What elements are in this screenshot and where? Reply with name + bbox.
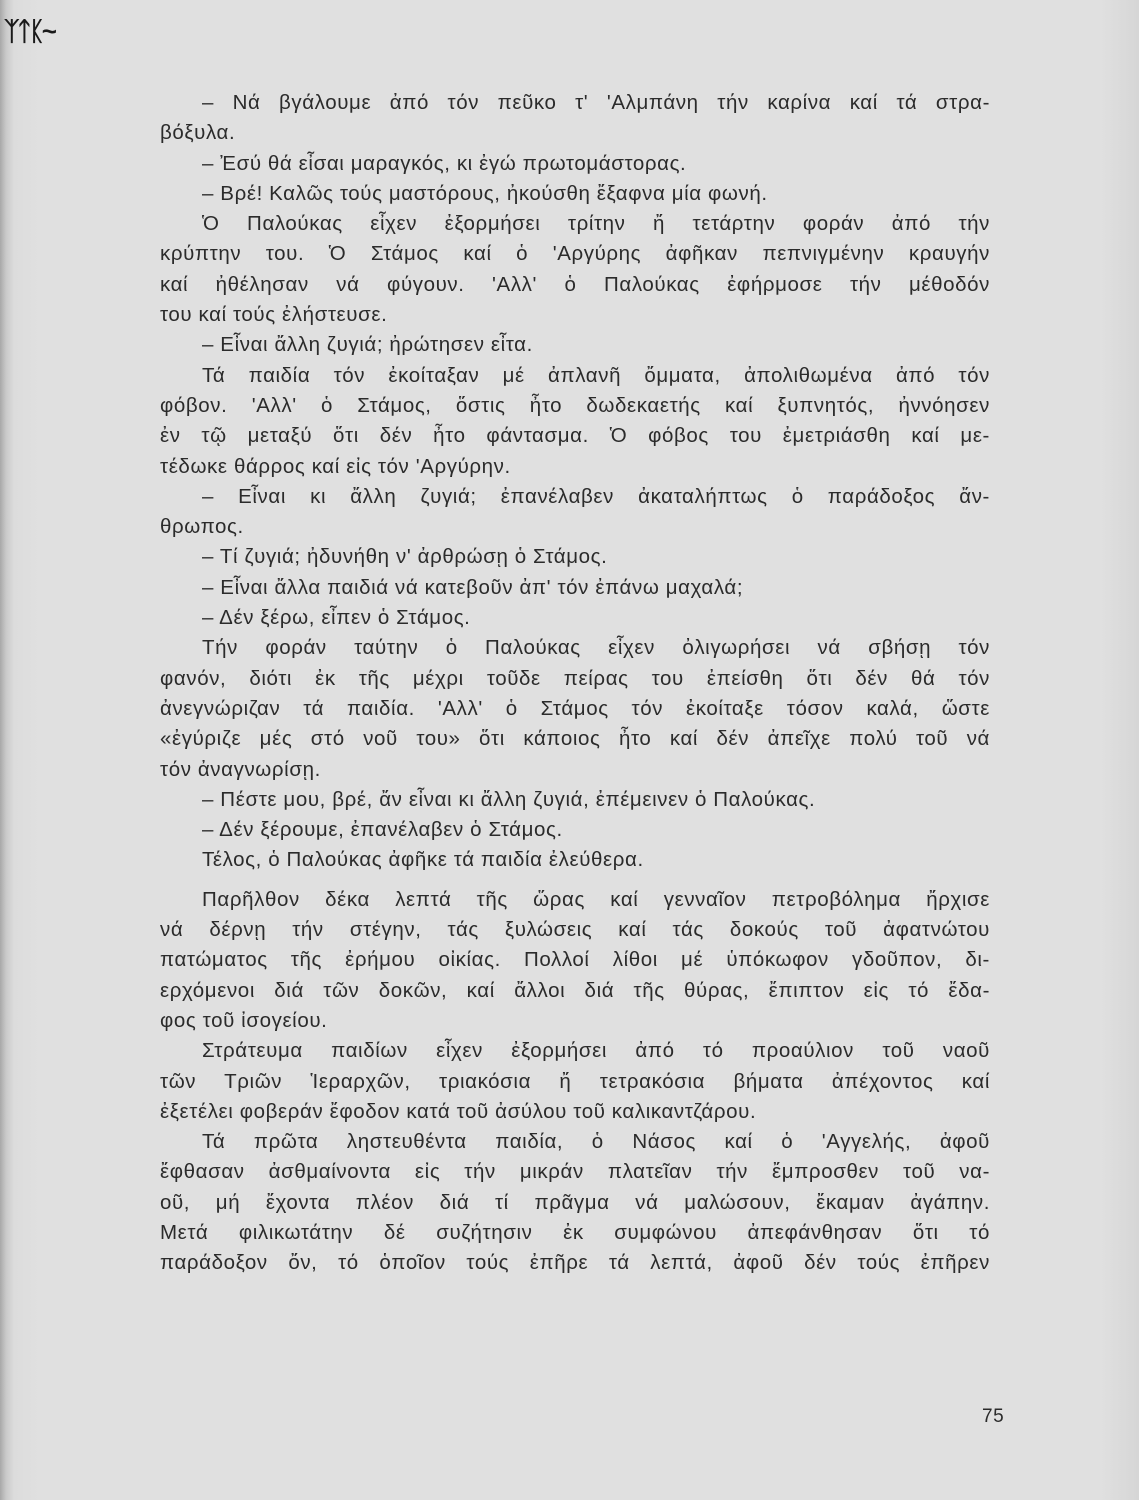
text-line: Τήν φοράν ταύτην ὁ Παλούκας εἶχεν ὀλιγωρήσει νά σβήσῃ τόν xyxy=(202,636,990,660)
text-line: του καί τούς ἐλήστευσε. xyxy=(160,303,388,327)
text-line: καί ἠθέλησαν νά φύγουν. 'Αλλ' ὁ Παλούκας ἐφήρμοσε τήν μέθοδόν xyxy=(160,272,990,296)
text-line: – Ἐσύ θά εἶσαι μαραγκός, κι ἐγώ πρωτομάστορας. xyxy=(202,151,687,175)
text-line: φος τοῦ ἰσογείου. xyxy=(160,1008,328,1032)
text-line: νά δέρνῃ τήν στέγην, τάς ξυλώσεις καί τάς δοκούς τοῦ ἀφατνώτου xyxy=(160,918,990,942)
text-line: – Εἶναι ἄλλη ζυγιά; ἠρώτησεν εἶτα. xyxy=(202,333,533,357)
text-line: φόβον. 'Αλλ' ὁ Στάμος, ὅστις ἦτο δωδεκαετής καί ξυπνητός, ἠννόησεν xyxy=(160,393,990,417)
text-line: Τά πρῶτα ληστευθέντα παιδία, ὁ Νάσος καί ὁ 'Αγγελής, ἀφοῦ xyxy=(202,1130,990,1154)
body-text xyxy=(160,88,990,1279)
text-line: – Εἶναι ἄλλα παιδιά νά κατεβοῦν ἀπ' τόν ἐπάνω μαχαλά; xyxy=(202,575,744,599)
text-line: Παρῆλθον δέκα λεπτά τῆς ὥρας καί γενναῖον πετροβόλημα ἤρχισε xyxy=(202,887,990,911)
text-line: παράδοξον ὄν, τό ὁποῖον τούς ἐπῆρε τά λεπτά, ἀφοῦ δέν τούς ἐπῆρεν xyxy=(160,1251,990,1275)
text-line: «ἐγύριζε μές στό νοῦ του» ὅτι κάποιος ἦτο καί δέν ἀπεῖχε πολύ τοῦ νά xyxy=(160,727,990,751)
corner-ink-mark: ᛉᛏᛕ~ xyxy=(4,16,54,46)
text-line: Στράτευμα παιδίων εἶχεν ἐξορμήσει ἀπό τό προαύλιον τοῦ ναοῦ xyxy=(202,1039,990,1063)
text-line: – Τί ζυγιά; ἠδυνήθη ν' ἀρθρώσῃ ὁ Στάμος. xyxy=(202,545,608,569)
text-line: ἐν τῷ μεταξύ ὅτι δέν ἦτο φάντασμα. Ὁ φόβος του ἐμετριάσθη καί με- xyxy=(160,424,990,448)
text-line: Ὁ Παλούκας εἶχεν ἐξορμήσει τρίτην ἤ τετάρτην φοράν ἀπό τήν xyxy=(202,212,990,236)
text-line: θρωπος. xyxy=(160,515,244,539)
text-line: ερχόμενοι διά τῶν δοκῶν, καί ἄλλοι διά τῆς θύρας, ἔπιπτον εἰς τό ἔδα- xyxy=(160,978,990,1002)
text-line: Μετά φιλικωτάτην δέ συζήτησιν ἐκ συμφώνου ἀπεφάνθησαν ὅτι τό xyxy=(160,1220,990,1244)
text-line: βόξυλα. xyxy=(160,121,236,145)
text-line: – Δέν ξέρουμε, ἐπανέλαβεν ὁ Στάμος. xyxy=(202,818,563,842)
text-line: φανόν, διότι ἐκ τῆς μέχρι τοῦδε πείρας του ἐπείσθη ὅτι δέν θά τόν xyxy=(160,666,990,690)
text-line: ἀνεγνώριζαν τά παιδία. 'Αλλ' ὁ Στάμος τόν ἐκοίταξε τόσον καλά, ὥστε xyxy=(160,696,990,720)
text-line: – Νά βγάλουμε ἀπό τόν πεῦκο τ' 'Αλμπάνη τήν καρίνα καί τά στρα- xyxy=(202,91,990,114)
text-line: – Δέν ξέρω, εἶπεν ὁ Στάμος. xyxy=(202,606,471,630)
text-line: ἐξετέλει φοβεράν ἔφοδον κατά τοῦ ἀσύλου τοῦ καλικαντζάρου. xyxy=(160,1099,757,1123)
text-line: – Εἶναι κι ἄλλη ζυγιά; ἐπανέλαβεν ἀκαταλήπτως ὁ παράδοξος ἄν- xyxy=(202,484,990,508)
text-line: τῶν Τριῶν Ἱεραρχῶν, τριακόσια ἤ τετρακόσια βήματα ἀπέχοντος καί xyxy=(160,1069,990,1093)
page-number: 75 xyxy=(982,1406,1005,1427)
text-line: οῦ, μή ἔχοντα πλέον διά τί πρᾶγμα νά μαλώσουν, ἔκαμαν ἀγάπην. xyxy=(160,1190,990,1214)
text-line: Τά παιδία τόν ἐκοίταξαν μέ ἀπλανῆ ὄμματα, ἀπολιθωμένα ἀπό τόν xyxy=(202,363,990,387)
text-line: τόν ἀναγνωρίσῃ. xyxy=(160,757,321,781)
text-line: ἔφθασαν ἀσθμαίνοντα εἰς τήν μικράν πλατεῖαν τήν ἔμπροσθεν τοῦ να- xyxy=(160,1160,990,1184)
text-line: Τέλος, ὁ Παλούκας ἀφῆκε τά παιδία ἐλεύθερα. xyxy=(202,848,644,872)
text-line: – Πέστε μου, βρέ, ἄν εἶναι κι ἄλλη ζυγιά, ἐπέμεινεν ὁ Παλούκας. xyxy=(202,787,816,811)
text-line: – Βρέ! Καλῶς τούς μαστόρους, ἠκούσθη ἔξαφνα μία φωνή. xyxy=(202,181,768,205)
text-line: τέδωκε θάρρος καί εἰς τόν 'Αργύρην. xyxy=(160,454,511,478)
text-line: κρύπτην του. Ὁ Στάμος καί ὁ 'Αργύρης ἀφῆκαν πεπνιγμένην κραυγήν xyxy=(160,242,990,266)
text-line: πατώματος τῆς ἐρήμου οἰκίας. Πολλοί λίθοι μέ ὑπόκωφον γδοῦπον, δι- xyxy=(160,948,990,972)
